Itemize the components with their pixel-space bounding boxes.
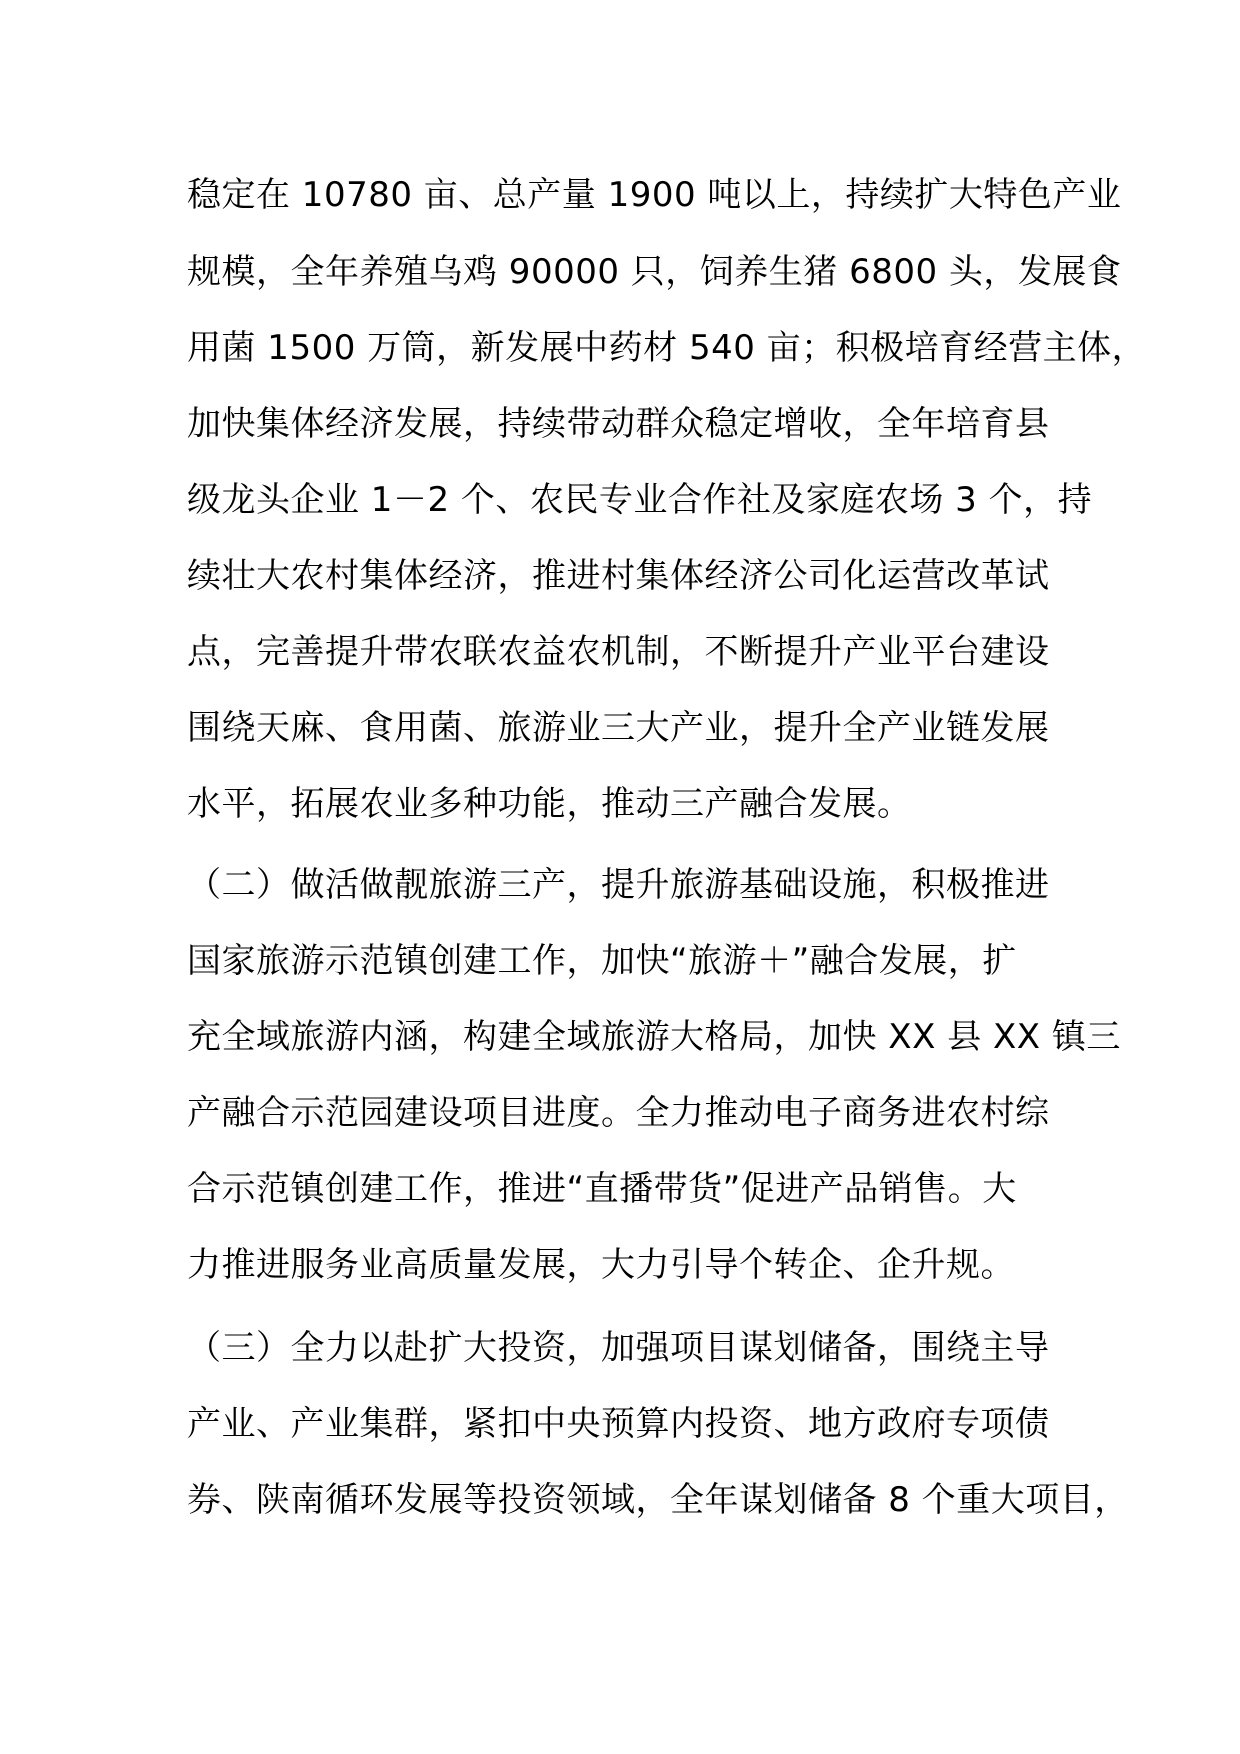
text-line-9: 水平，拓展农业多种功能，推动三产融合发展。 [187,784,912,824]
text-line-15: 力推进服务业高质量发展，大力引导个转企、企升规。 [187,1245,1015,1285]
text-line-4: 加快集体经济发展，持续带动群众稳定增收，全年培育县 [187,404,1050,444]
text-line-10: （二）做活做靓旅游三产，提升旅游基础设施，积极推进 [187,865,1050,905]
text-line-1: 稳定在 10780 亩、总产量 1900 吨以上，持续扩大特色产业 [187,175,1122,215]
text-line-17: 产业、产业集群，紧扣中央预算内投资、地方政府专项债 [187,1404,1050,1444]
text-line-8: 围绕天麻、食用菌、旅游业三大产业，提升全产业链发展 [187,708,1050,748]
text-line-11: 国家旅游示范镇创建工作，加快“旅游＋”融合发展，扩 [187,941,1017,981]
text-line-14: 合示范镇创建工作，推进“直播带货”促进产品销售。大 [187,1169,1017,1209]
text-line-16: （三）全力以赴扩大投资，加强项目谋划储备，围绕主导 [187,1328,1050,1368]
text-line-6: 续壮大农村集体经济，推进村集体经济公司化运营改革试 [187,556,1050,596]
text-line-12: 充全域旅游内涵，构建全域旅游大格局，加快 XX 县 XX 镇三 [187,1017,1121,1057]
text-line-5: 级龙头企业 1－2 个、农民专业合作社及家庭农场 3 个，持 [187,480,1093,520]
text-line-7: 点，完善提升带农联农益农机制，不断提升产业平台建设 [187,632,1050,672]
text-line-13: 产融合示范园建设项目进度。全力推动电子商务进农村综 [187,1093,1050,1133]
text-line-3: 用菌 1500 万筒，新发展中药材 540 亩；积极培育经营主体， [187,328,1147,368]
text-line-18: 券、陕南循环发展等投资领域，全年谋划储备 8 个重大项目， [187,1480,1129,1520]
text-line-2: 规模，全年养殖乌鸡 90000 只，饲养生猪 6800 头，发展食 [187,252,1122,292]
